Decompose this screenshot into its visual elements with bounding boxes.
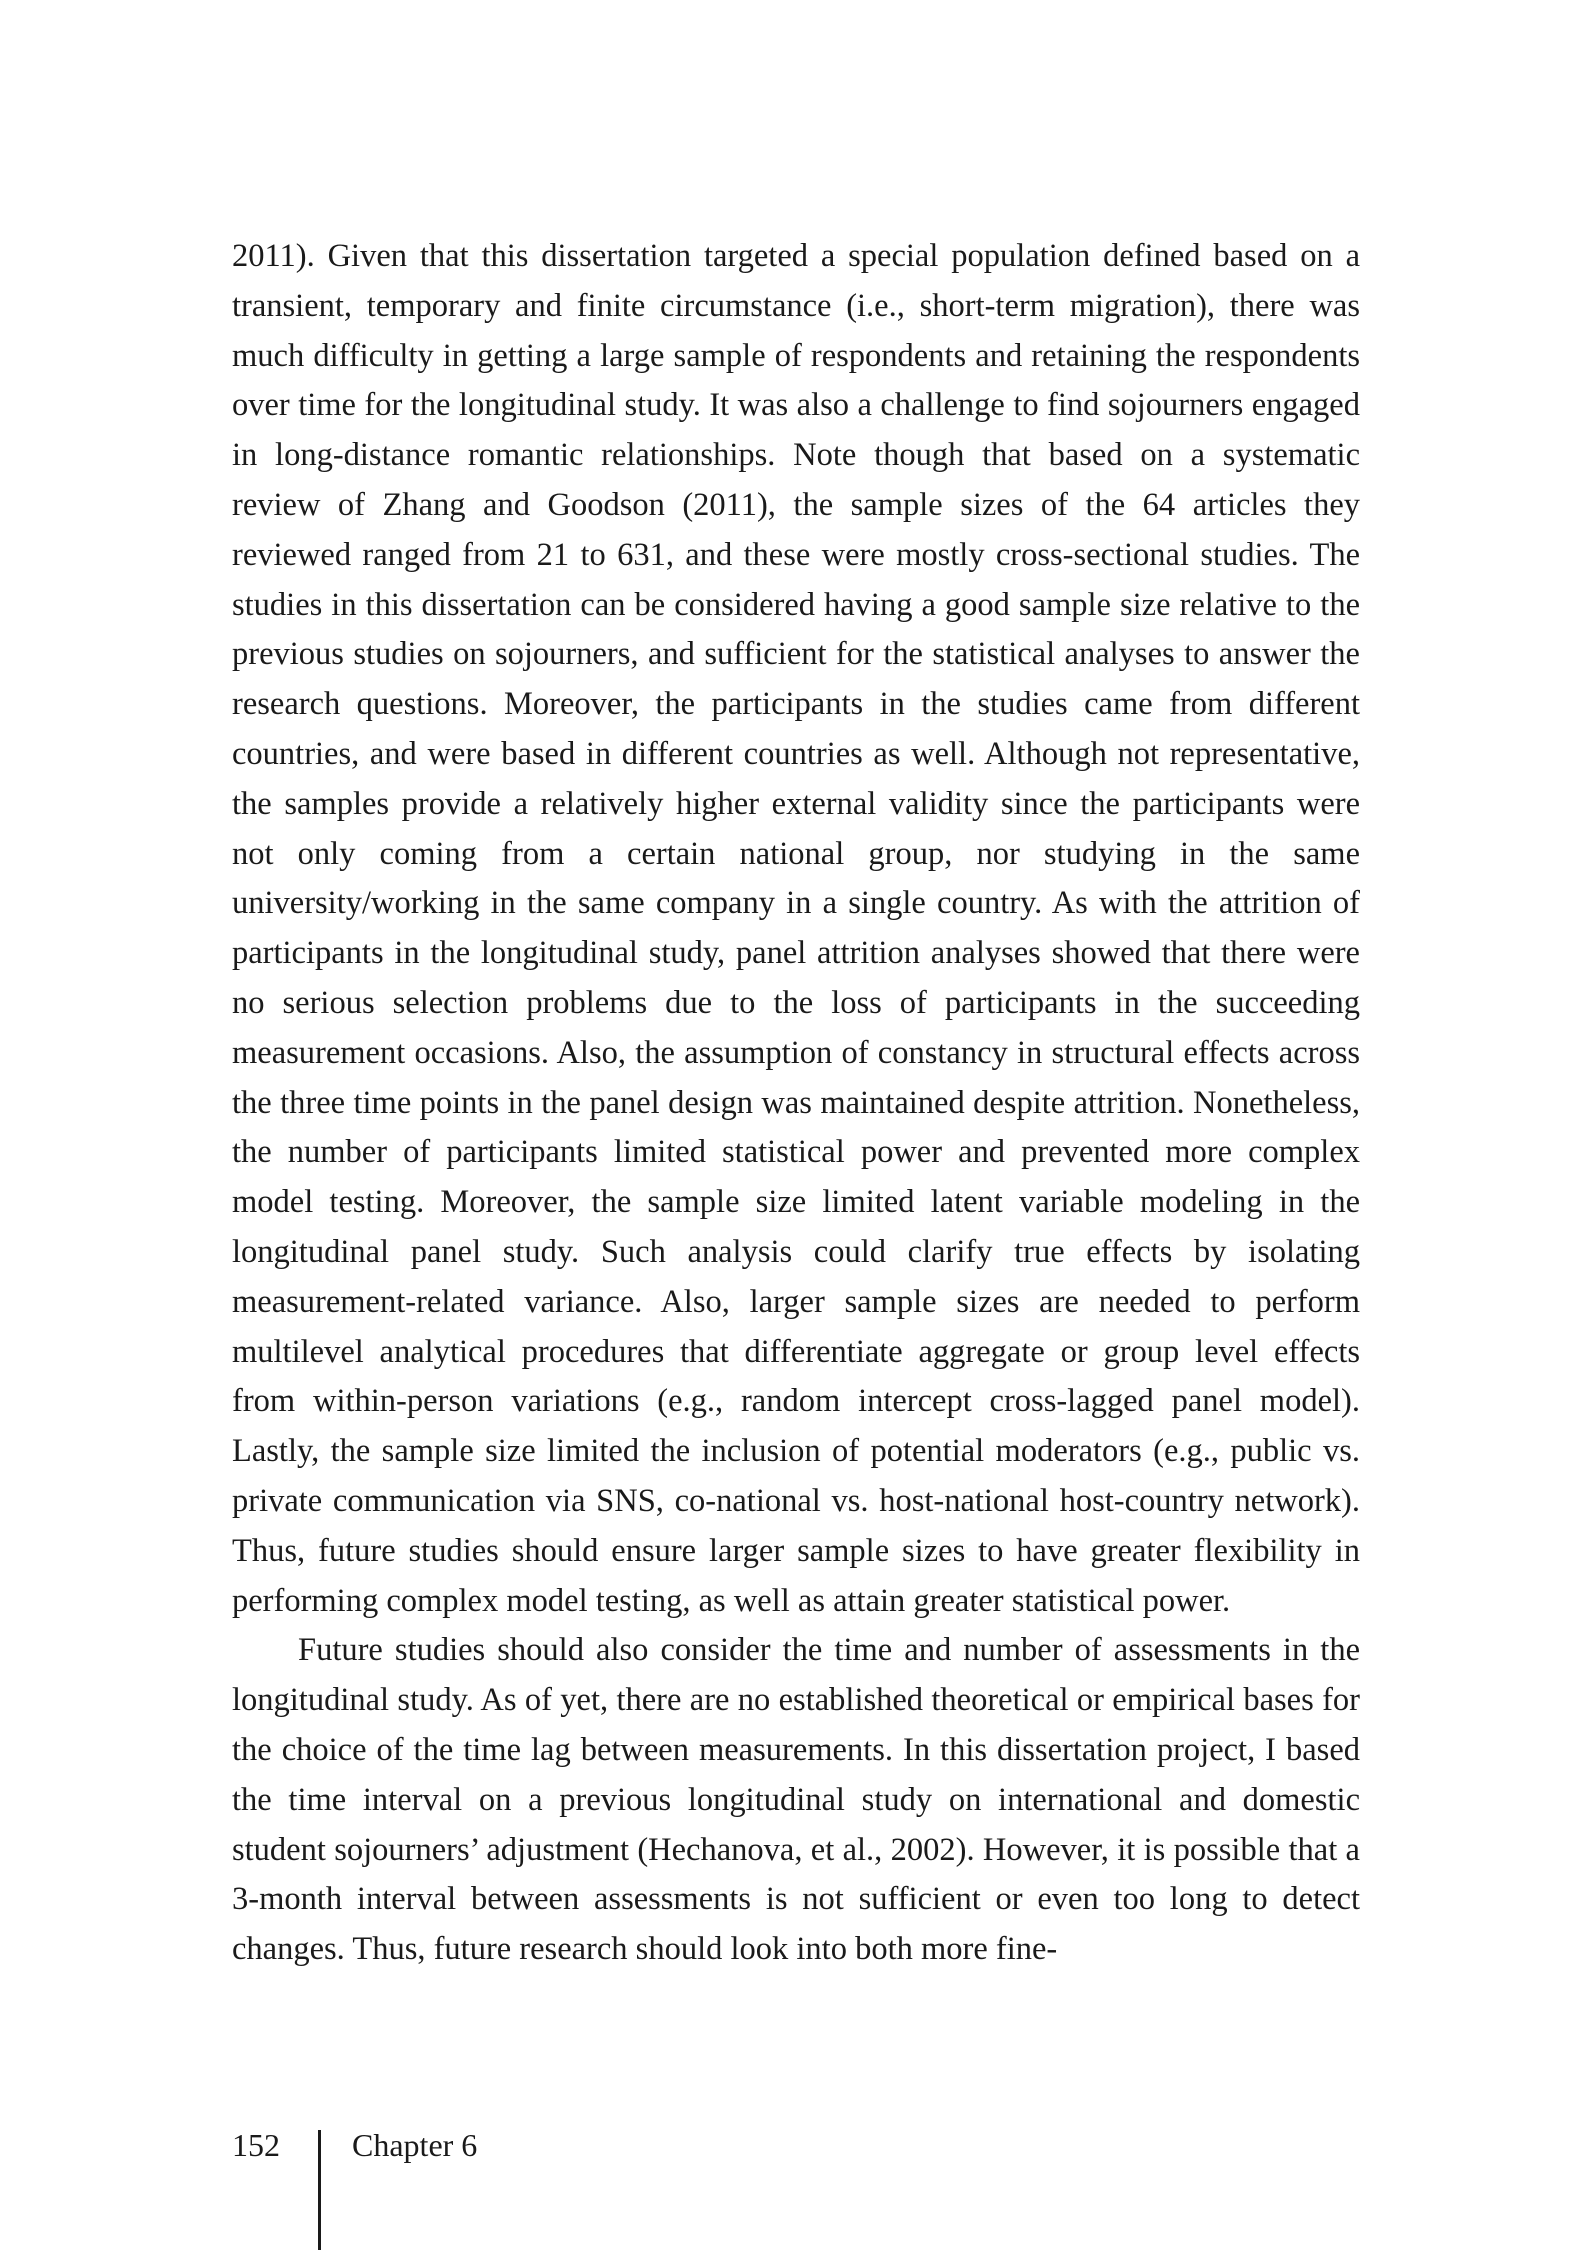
page-body: [232, 232, 1360, 1975]
page-number: 152: [232, 2127, 280, 2163]
body-paragraph-future-studies: Future studies should also consider the time and number of assessments in the longitudinal study. As of yet, there are no established theoretical or empirical bases for the choice of the time lag between measurements. In this dissertation project, I based the time interval on a previous longitudinal study on international and domestic student sojourners’ adjustment (Hechanova, et al., 2002). However, it is possible that a 3-month interval between assessments is not sufficient or even too long to detect changes. Thus, future research should look into both more fine-: [232, 1632, 1360, 1968]
chapter-label: Chapter 6: [352, 2127, 478, 2163]
footer-divider: [318, 2130, 321, 2250]
body-paragraph-limitations: 2011). Given that this dissertation targeted a special population defined based on a transient, temporary and finite circumstance (i.e., short-term migration), there was much difficulty in getting a large sample of respondents and retaining the respondents over time for the longitudinal study. It was also a challenge to find sojourners engaged in long-distance romantic relationships. Note though that based on a systematic review of Zhang and Goodson (2011), the sample sizes of the 64 articles they reviewed ranged from 21 to 631, and these were mostly cross-sectional studies. The studies in this dissertation can be considered having a good sample size relative to the previous studies on sojourners, and sufficient for the statistical analyses to answer the research questions. Moreover, the participants in the studies came from different countries, and were based in different countries as well. Although not representative, the samples provide a relatively higher external validity since the participants were not only coming from a certain national group, nor studying in the same university/working in the same company in a single country. As with the attrition of participants in the longitudinal study, panel attrition analyses showed that there were no serious selection problems due to the loss of participants in the succeeding measurement occasions. Also, the assumption of constancy in structural effects across the three time points in the panel design was maintained despite attrition. Nonetheless, the number of participants limited statistical power and prevented more complex model testing. Moreover, the sample size limited latent variable modeling in the longitudinal panel study. Such analysis could clarify true effects by isolating measurement-related variance. Also, larger sample sizes are needed to perform multilevel analytical procedures that differentiate aggregate or group level effects from within-person variations (e.g., random intercept cross-lagged panel model). Lastly, the sample size limited the inclusion of potential moderators (e.g., public vs. private communication via SNS, co-national vs. host-national host-country network). Thus, future studies should ensure larger sample sizes to have greater flexibility in performing complex model testing, as well as attain greater statistical power.: [232, 238, 1360, 1619]
page-footer: [232, 2118, 832, 2250]
